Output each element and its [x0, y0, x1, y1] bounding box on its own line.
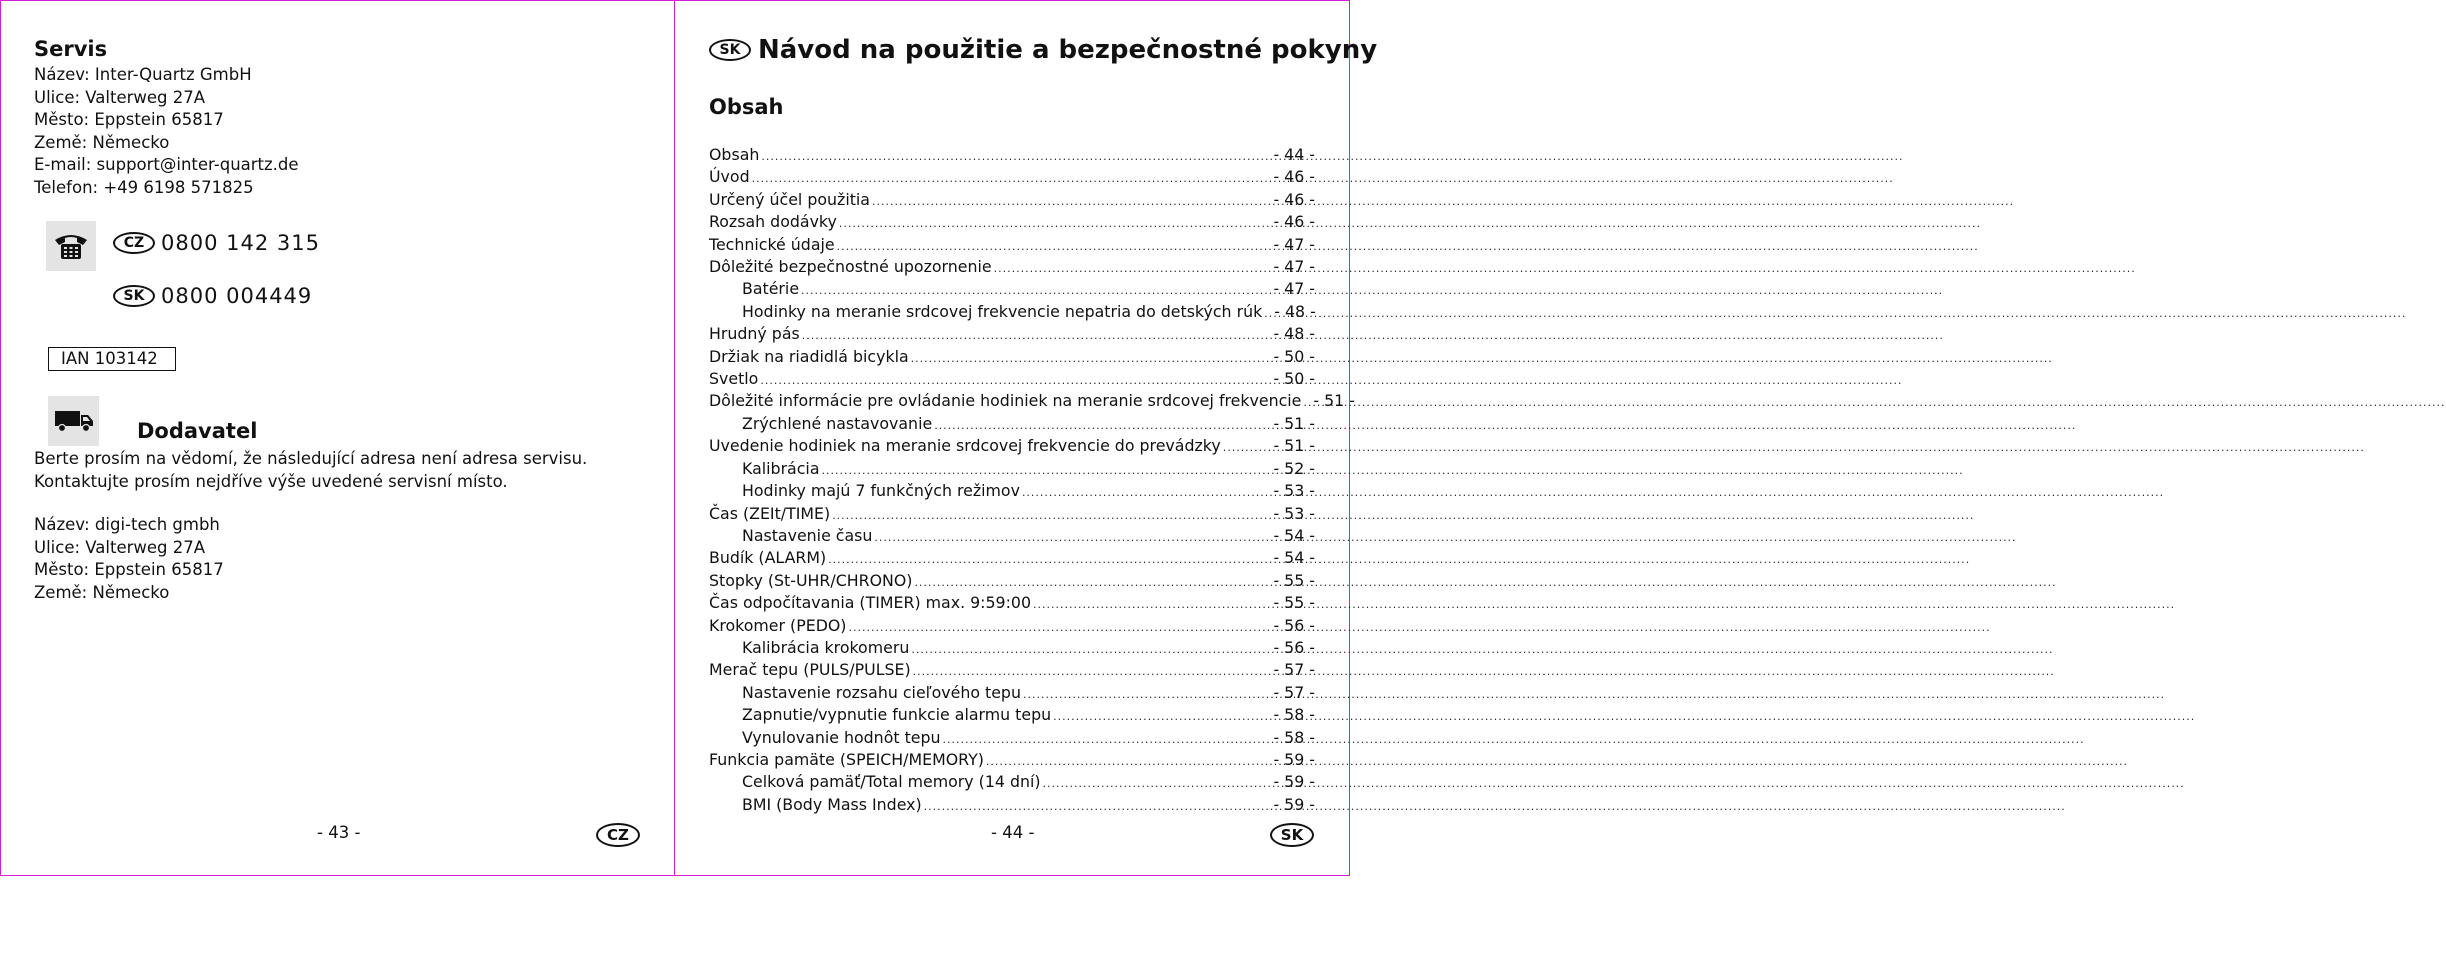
country-badge-sk: SK — [709, 39, 751, 61]
toc-entry-title: Určený účel použitia — [709, 189, 870, 209]
toc-entry[interactable] — [709, 190, 1315, 212]
toc-entry-title: Úvod — [709, 167, 750, 187]
toc-entry-page: - 53 - — [1273, 503, 1315, 523]
toc-dot-leader — [943, 733, 1272, 746]
toc-entry[interactable] — [709, 481, 1315, 503]
dodavatel-heading: Dodavatel — [137, 419, 258, 443]
toc-entry-title: Funkcia pamäte (SPEICH/MEMORY) — [709, 749, 984, 769]
toc-entry-title: Čas (ZEIt/TIME) — [709, 503, 831, 523]
toc-entry-title: Zapnutie/vypnutie funkcie alarmu tepu — [742, 705, 1052, 725]
toc-dot-leader — [994, 262, 1272, 275]
toc-dot-leader — [822, 464, 1272, 477]
toc-entry[interactable] — [709, 257, 1315, 279]
toc-entry-title: Kalibrácia — [742, 458, 820, 478]
toc-entry[interactable] — [709, 235, 1315, 257]
toc-entry-page: - 54 - — [1273, 548, 1315, 568]
page-number: - 44 - — [991, 823, 1035, 842]
country-badge-sk: SK — [1270, 823, 1314, 847]
manual-title — [709, 35, 1377, 65]
toc-entry-page: - 57 - — [1273, 660, 1315, 680]
toc-dot-leader — [848, 621, 1271, 634]
toc-entry[interactable] — [709, 526, 1315, 548]
toc-entry-page: - 46 - — [1273, 189, 1315, 209]
toc-entry[interactable] — [709, 302, 1315, 324]
toc-entry-page: - 47 - — [1273, 257, 1315, 277]
toc-dot-leader — [839, 217, 1272, 230]
toc-entry-title: Čas odpočítavania (TIMER) max. 9:59:00 — [709, 593, 1032, 613]
toc-entry-page: - 56 - — [1273, 615, 1315, 635]
toc-entry[interactable] — [709, 436, 1315, 458]
toc-entry[interactable] — [709, 145, 1315, 167]
toc-entry-title: Budík (ALARM) — [709, 548, 827, 568]
toc-dot-leader — [911, 352, 1272, 365]
dodavatel-line: Název: digi-tech gmbh — [34, 515, 220, 534]
telephone-icon — [46, 221, 96, 271]
toc-dot-leader — [802, 329, 1272, 342]
dodavatel-line: Město: Eppstein 65817 — [34, 560, 224, 579]
toc-entry-page: - 55 - — [1273, 593, 1315, 613]
servis-email[interactable]: E-mail: support@inter-quartz.de — [34, 155, 299, 174]
toc-entry[interactable] — [709, 324, 1315, 346]
toc-entry-page: - 55 - — [1273, 570, 1315, 590]
toc-dot-leader — [924, 800, 1272, 813]
toc-entry-page: - 46 - — [1273, 212, 1315, 232]
toc-entry-page: - 48 - — [1273, 324, 1315, 344]
toc-entry-page: - 54 - — [1273, 525, 1315, 545]
toc-entry-page: - 47 - — [1273, 234, 1315, 254]
dodavatel-line: Ulice: Valterweg 27A — [34, 537, 206, 557]
toc-dot-leader — [832, 509, 1271, 522]
toc-dot-leader — [872, 195, 1271, 208]
hotline-number-sk: 0800 004449 — [161, 284, 313, 308]
toc-entry-title: Obsah — [709, 145, 760, 164]
toc-entry-title: Svetlo — [709, 369, 759, 389]
toc-entry[interactable] — [709, 772, 1315, 794]
toc-dot-leader — [911, 643, 1271, 656]
hotline-number-cz: 0800 142 315 — [161, 231, 320, 255]
toc-entry[interactable] — [709, 616, 1315, 638]
toc-dot-leader — [801, 284, 1271, 297]
toc-entry[interactable] — [709, 593, 1315, 615]
toc-entry-title: Dôležité informácie pre ovládanie hodiniek na meranie srdcovej frekvencie — [709, 391, 1302, 411]
toc-entry-title: Zrýchlené nastavovanie — [742, 413, 933, 433]
dodavatel-note: Berte prosím na vědomí, že následující adresa není adresa servisu. Kontaktujte prosím nejdříve výše uvedené servisní místo. — [34, 449, 588, 491]
toc-entry-page: - 51 - — [1313, 391, 1355, 411]
servis-phone: Telefon: +49 6198 571825 — [34, 177, 254, 197]
toc-entry[interactable] — [709, 683, 1315, 705]
toc-entry-title: Nastavenie rozsahu cieľového tepu — [742, 682, 1021, 702]
toc-entry-page: - 59 - — [1273, 772, 1315, 792]
toc-entry[interactable] — [709, 795, 1315, 817]
ian-number: IAN 103142 — [48, 347, 176, 371]
toc-entry-title: Hodinky majú 7 funkčných režimov — [742, 481, 1020, 501]
toc-dot-leader — [874, 531, 1271, 544]
toc-entry-page: - 47 - — [1273, 279, 1315, 299]
country-badge-sk: SK — [113, 285, 155, 307]
toc-entry-page: - 50 - — [1273, 369, 1315, 389]
toc-dot-leader — [913, 665, 1272, 678]
toc-entry[interactable] — [709, 414, 1315, 436]
toc-entry-title: Držiak na riadidlá bicykla — [709, 346, 909, 366]
toc-dot-leader — [986, 755, 1272, 768]
servis-address — [34, 64, 299, 199]
servis-line: Země: Německo — [34, 132, 170, 152]
servis-heading: Servis — [34, 37, 108, 61]
toc-entry[interactable] — [709, 728, 1315, 750]
toc-dot-leader — [837, 240, 1272, 253]
toc-entry-page: - 56 - — [1273, 637, 1315, 657]
toc-entry-page: - 51 - — [1273, 436, 1315, 456]
toc-entry-page: - 58 - — [1273, 705, 1315, 725]
toc-dot-leader — [1043, 777, 1272, 790]
toc-entry-title: Krokomer (PEDO) — [709, 615, 847, 635]
toc-entry-page: - 44 - — [1273, 145, 1315, 164]
servis-line: Ulice: Valterweg 27A — [34, 87, 206, 107]
toc-entry[interactable] — [709, 504, 1315, 526]
toc-entry[interactable] — [709, 369, 1315, 391]
toc-dot-leader — [914, 576, 1271, 589]
toc-entry-page: - 58 - — [1273, 727, 1315, 747]
toc-entry[interactable] — [709, 279, 1315, 301]
right-page — [674, 0, 1378, 876]
toc-entry-page: - 59 - — [1273, 794, 1315, 814]
toc-entry-title: Stopky (St-UHR/CHRONO) — [709, 570, 913, 590]
toc-entry-page: - 50 - — [1273, 346, 1315, 366]
servis-line: Město: Eppstein 65817 — [34, 110, 224, 129]
delivery-truck-icon — [48, 396, 99, 446]
toc-entry[interactable] — [709, 167, 1315, 189]
toc-entry-title: Technické údaje — [709, 234, 835, 254]
toc-entry[interactable] — [709, 571, 1315, 593]
toc-entry-title: BMI (Body Mass Index) — [742, 794, 922, 814]
toc-entry[interactable] — [709, 548, 1315, 570]
toc-dot-leader — [752, 172, 1272, 185]
toc-entry-title: Uvedenie hodiniek na meranie srdcovej frekvencie do prevádzky — [709, 436, 1221, 456]
toc-dot-leader — [760, 374, 1271, 387]
toc-entry-title: Kalibrácia krokomeru — [742, 637, 910, 657]
toc-entry[interactable] — [709, 750, 1315, 772]
left-page — [0, 0, 675, 876]
toc-dot-leader — [1023, 688, 1271, 701]
toc-dot-leader — [1223, 441, 1272, 454]
toc-dot-leader — [1053, 710, 1271, 723]
toc-dot-leader — [761, 150, 1271, 163]
toc-entry-page: - 52 - — [1273, 458, 1315, 478]
toc-entry-page: - 51 - — [1273, 413, 1315, 433]
toc-entry-title: Batérie — [742, 279, 800, 299]
toc-entry-title: Hodinky na meranie srdcovej frekvencie nepatria do detských rúk — [742, 301, 1263, 321]
dodavatel-address — [34, 514, 224, 604]
toc-entry[interactable] — [709, 459, 1315, 481]
toc-entry-title: Vynulovanie hodnôt tepu — [742, 727, 941, 747]
toc-entry-page: - 57 - — [1273, 682, 1315, 702]
hotline-sk — [113, 284, 312, 308]
toc-entry-title: Dôležité bezpečnostné upozornenie — [709, 257, 992, 277]
page-number: - 43 - — [317, 823, 361, 842]
toc-entry-title: Nastavenie času — [742, 525, 873, 545]
servis-line: Název: Inter-Quartz GmbH — [34, 65, 252, 84]
toc-dot-leader — [934, 419, 1271, 432]
country-badge-cz: CZ — [113, 232, 155, 254]
country-badge-cz: CZ — [596, 823, 640, 847]
toc-entry[interactable] — [709, 347, 1315, 369]
toc-dot-leader — [1264, 307, 1272, 320]
toc-entry-title: Rozsah dodávky — [709, 212, 837, 232]
toc-entry[interactable] — [709, 660, 1315, 682]
toc-entry-page: - 48 - — [1274, 301, 1316, 321]
toc-entry[interactable] — [709, 638, 1315, 660]
toc-entry[interactable] — [709, 705, 1315, 727]
toc-entry[interactable] — [709, 391, 1355, 413]
toc-entry-page: - 46 - — [1273, 167, 1315, 187]
toc-dot-leader — [1033, 598, 1271, 611]
manual-title-text: Návod na použitie a bezpečnostné pokyny — [758, 35, 1378, 65]
toc-entry[interactable] — [709, 212, 1315, 234]
toc-entry-page: - 59 - — [1273, 749, 1315, 769]
toc-dot-leader — [1022, 486, 1272, 499]
toc-entry-title: Celková pamäť/Total memory (14 dní) — [742, 772, 1041, 792]
toc-dot-leader — [1303, 396, 1311, 409]
table-of-contents — [709, 145, 1355, 817]
contents-heading: Obsah — [709, 95, 784, 119]
toc-dot-leader — [828, 553, 1271, 566]
toc-entry-title: Merač tepu (PULS/PULSE) — [709, 660, 911, 680]
toc-entry-title: Hrudný pás — [709, 324, 800, 344]
dodavatel-line: Země: Německo — [34, 582, 170, 602]
hotline-cz — [113, 231, 320, 255]
toc-entry-page: - 53 - — [1273, 481, 1315, 501]
